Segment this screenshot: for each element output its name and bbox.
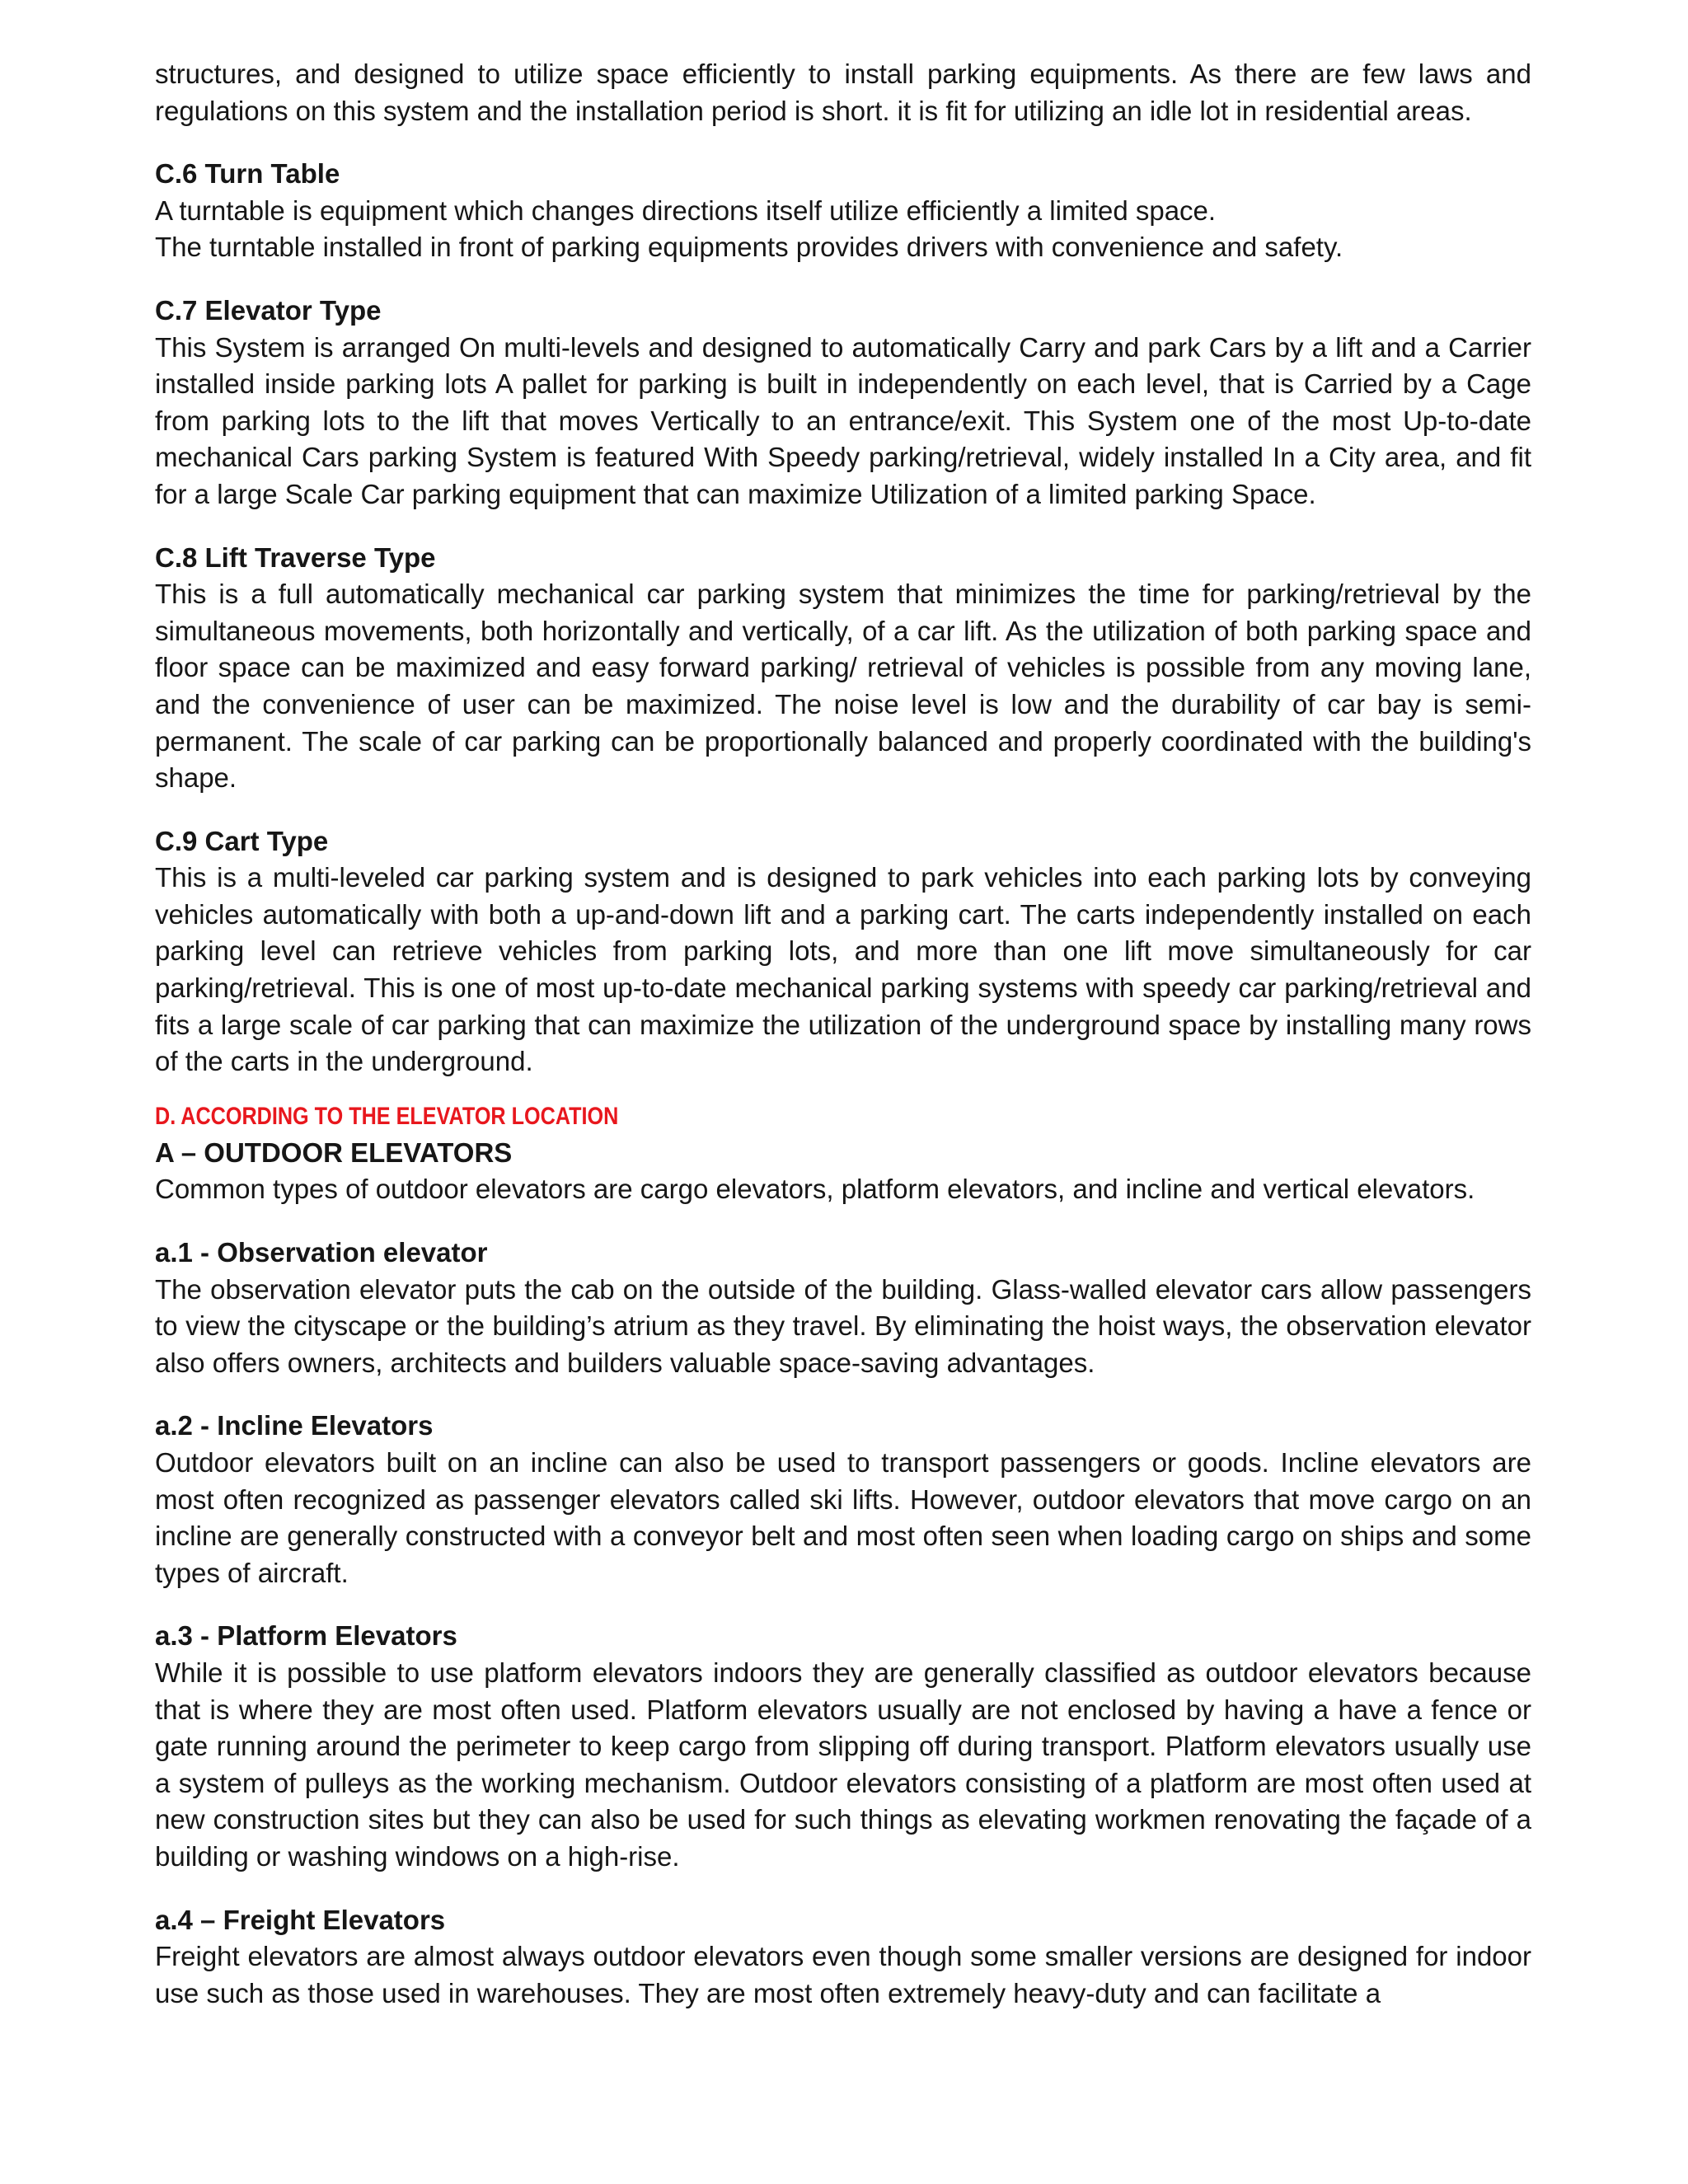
c6-line-1: A turntable is equipment which changes directions itself utilize efficiently a limited space.	[155, 194, 1217, 226]
intro-section	[155, 56, 1531, 129]
section-heading-a3: a.3 - Platform Elevators	[155, 1620, 457, 1652]
document-page	[155, 56, 1531, 2038]
section-c8-lift-traverse-type	[155, 540, 1531, 797]
section-heading-c7: C.7 Elevator Type	[155, 294, 382, 326]
section-c7-elevator-type	[155, 293, 1531, 513]
section-a1-observation-elevator	[155, 1235, 1531, 1381]
a3-paragraph: While it is possible to use platform elevators indoors they are generally classified as outdoor elevators because that is where they are most often used. Platform elevators usually are not enclosed by having a have a fence or gate running around the perimeter to keep cargo from slipping off during transport. Platform elevators usually use a system of pulleys as the working mechanism. Outdoor elevators consisting of a platform are most often used at new construction sites but they can also be used for such things as elevating workmen renovating the façade of a building or washing windows on a high-rise.	[155, 1657, 1531, 1872]
section-heading-a1: a.1 - Observation elevator	[155, 1237, 488, 1268]
section-d-elevator-location	[155, 1099, 1531, 1208]
a1-paragraph: The observation elevator puts the cab on the outside of the building. Glass-walled elevator cars allow passengers to view the cityscape or the building’s atrium as they travel. By eliminating the hoist ways, the observation elevator also offers owners, architects and builders valuable space-saving advantages.	[155, 1273, 1531, 1378]
c7-paragraph: This System is arranged On multi-levels and designed to automatically Carry and park Cars by a lift and a Carrier installed inside parking lots A pallet for parking is built in independently on each level, that is Carried by a Cage from parking lots to the lift that moves Vertically to an entrance/exit. This System one of the most Up-to-date mechanical Cars parking System is featured With Speedy parking/retrieval, widely installed In a City area, and fit for a large Scale Car parking equipment that can maximize Utilization of a limited parking Space.	[155, 331, 1531, 509]
c8-paragraph: This is a full automatically mechanical car parking system that minimizes the time for parking/retrieval by the simultaneous movements, both horizontally and vertically, of a car lift. As the utilization of both parking space and floor space can be maximized and easy forward parking/ retrieval of vehicles is possible from any moving lane, and the convenience of user can be maximized. The noise level is low and the durability of car bay is semi-permanent. The scale of car parking can be proportionally balanced and properly coordinated with the building's shape.	[155, 579, 1531, 794]
section-heading-d: D. ACCORDING TO THE ELEVATOR LOCATION	[155, 1102, 619, 1130]
c6-line-2: The turntable installed in front of parking equipments provides drivers with convenience and safety.	[155, 232, 1343, 263]
section-heading-c9: C.9 Cart Type	[155, 825, 329, 856]
a4-paragraph: Freight elevators are almost always outdoor elevators even though some smaller versions are designed for indoor use such as those used in warehouses. They are most often extremely heavy-duty and can facilitate a	[155, 1941, 1531, 2008]
section-a4-freight-elevators	[155, 1902, 1531, 2013]
a2-paragraph: Outdoor elevators built on an incline can also be used to transport passengers or goods. Incline elevators are most often recognized as passenger elevators called ski lifts. However, outdoor elevators that move cargo on an incline are generally constructed with a conveyor belt and most often seen when loading cargo on ships and some types of aircraft.	[155, 1447, 1531, 1588]
section-heading-a4: a.4 – Freight Elevators	[155, 1904, 446, 1935]
section-a2-incline-elevators	[155, 1408, 1531, 1591]
intro-paragraph: structures, and designed to utilize space efficiently to install parking equipments. As there are few laws and regulations on this system and the installation period is short. it is fit for utilizing an idle lot in residential areas.	[155, 59, 1531, 126]
section-a3-platform-elevators	[155, 1618, 1531, 1875]
section-heading-c8: C.8 Lift Traverse Type	[155, 541, 436, 573]
section-c9-cart-type	[155, 823, 1531, 1080]
section-heading-c6: C.6 Turn Table	[155, 158, 340, 190]
section-d-paragraph: Common types of outdoor elevators are cargo elevators, platform elevators, and incline and vertical elevators.	[155, 1174, 1475, 1205]
subheading-outdoor-elevators: A – OUTDOOR ELEVATORS	[155, 1137, 513, 1168]
section-c6-turn-table	[155, 156, 1531, 266]
c9-paragraph: This is a multi-leveled car parking system and is designed to park vehicles into each parking lots by conveying vehicles automatically with both a up-and-down lift and a parking cart. The carts independently installed on each parking level can retrieve vehicles from parking lots, and more than one lift move simultaneously for car parking/retrieval. This is one of most up-to-date mechanical parking systems with speedy car parking/retrieval and fits a large scale of car parking that can maximize the utilization of the underground space by installing many rows of the carts in the underground.	[155, 862, 1531, 1077]
section-heading-a2: a.2 - Incline Elevators	[155, 1410, 434, 1441]
